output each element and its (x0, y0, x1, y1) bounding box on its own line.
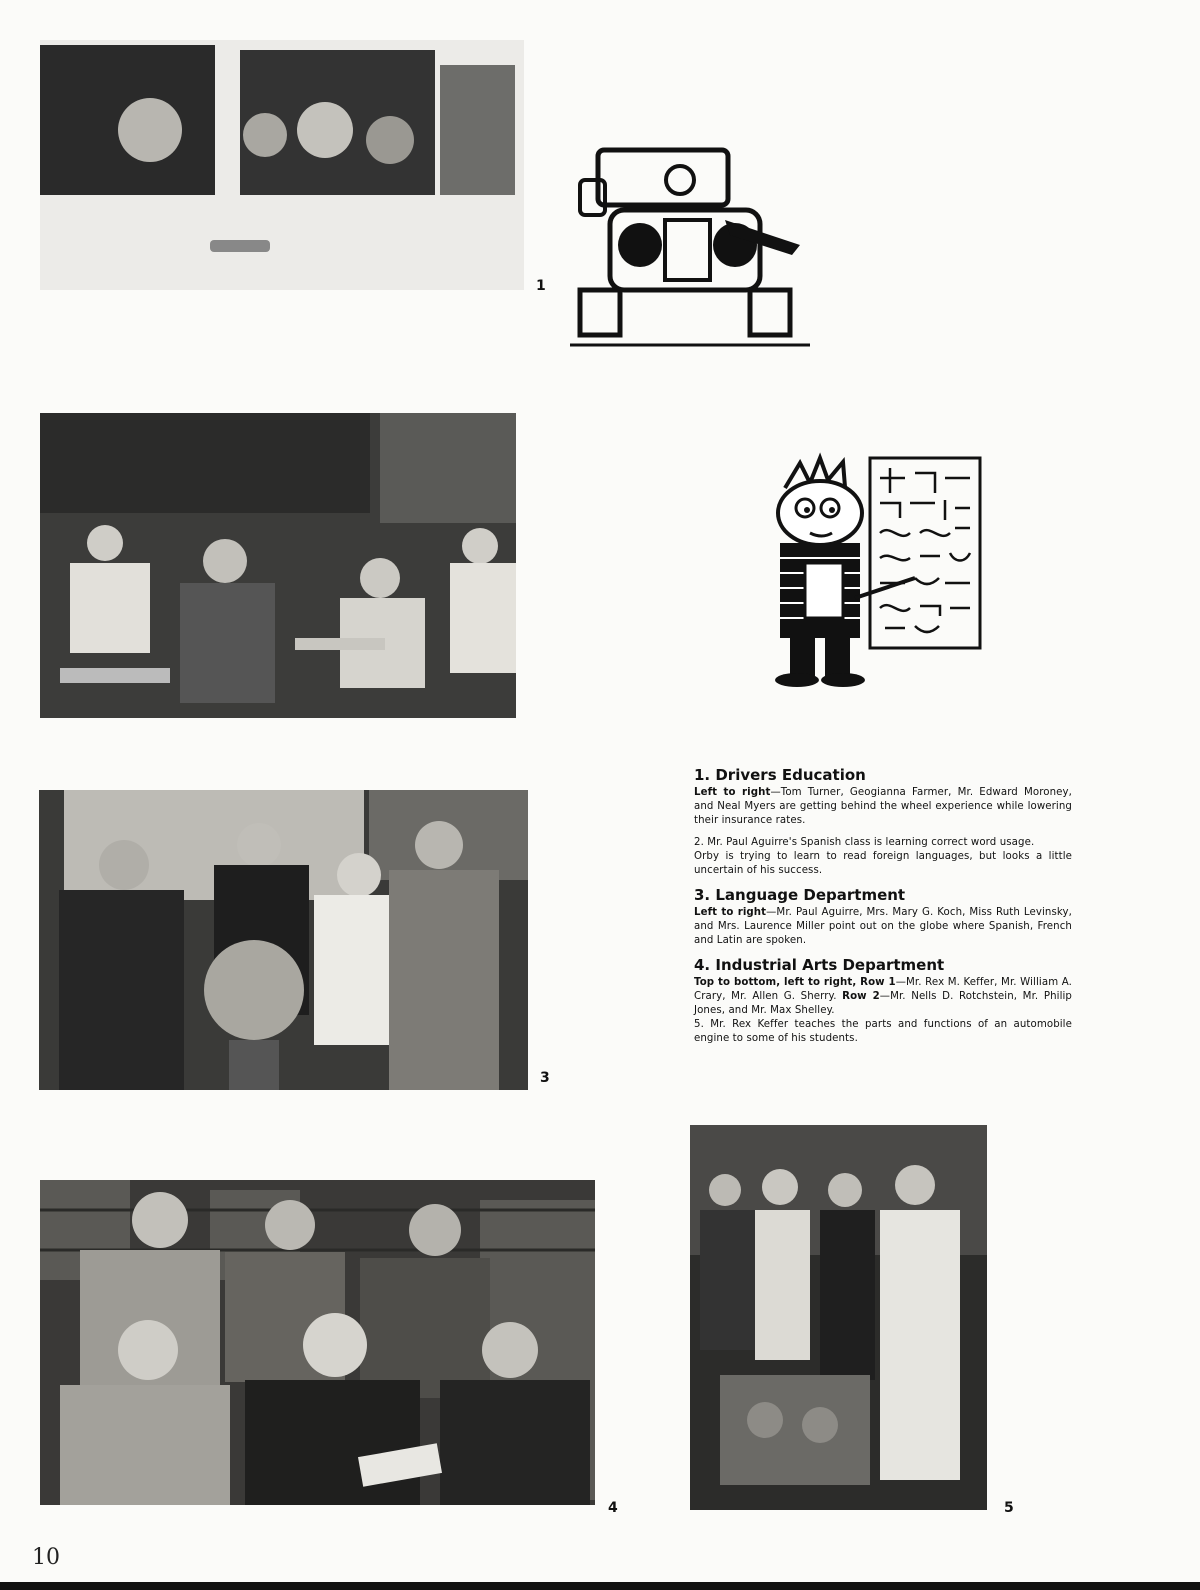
auto-shop-photo (690, 1125, 987, 1510)
photo-number-4: 4 (608, 1500, 618, 1516)
cartoon-orby-language-icon (765, 448, 995, 688)
caption-text-industrial (694, 976, 1072, 1018)
captions-block (694, 766, 1072, 1054)
caption-body-drivers: —Tom Turner, Geogianna Farmer, Mr. Edward Moroney, and Neal Myers are getting behind the wheel experience while lowering their insurance rates. (694, 787, 1072, 826)
caption-heading-language: 3. Language Department (694, 886, 906, 904)
photo-number-5: 5 (1004, 1500, 1014, 1516)
language-department-photo (39, 790, 528, 1090)
caption-body-industrial-row2: —Mr. Nells D. Rotchstein, Mr. Philip Jones, and Mr. Max Shelley. (694, 991, 1072, 1016)
caption-lead-drivers: Left to right (694, 787, 771, 798)
caption-body-language: —Mr. Paul Aguirre, Mrs. Mary G. Koch, Miss Ruth Levinsky, and Mrs. Laurence Miller point out on the globe where Spanish, French and Latin are spoken. (694, 907, 1072, 946)
classroom-illustration (40, 413, 516, 718)
caption-text-spanish: 2. Mr. Paul Aguirre's Spanish class is learning correct word usage. (694, 837, 1035, 848)
caption-text-drivers (694, 786, 1072, 828)
caption-heading-drivers: 1. Drivers Education (694, 766, 866, 784)
photo-number-3: 3 (540, 1070, 550, 1086)
drivers-education-photo (40, 40, 524, 290)
spanish-class-photo (40, 413, 516, 718)
caption-body-industrial-row1: —Mr. Rex M. Keffer, Mr. William A. Crary, Mr. Allen G. Sherry. (694, 977, 1072, 1002)
page-number: 10 (32, 1545, 60, 1570)
caption-lead-language: Left to right (694, 907, 767, 918)
caption-text-language (694, 906, 1072, 948)
caption-heading-industrial: 4. Industrial Arts Department (694, 956, 945, 974)
car-window-illustration (40, 40, 524, 290)
caption-lead-row2: Row 2 (842, 991, 880, 1002)
caption-text-orby: Orby is trying to learn to read foreign languages, but looks a little uncertain of his success. (694, 851, 1072, 876)
bottom-border (0, 1582, 1200, 1590)
globe-group-illustration (39, 790, 528, 1090)
auto-shop-illustration (690, 1125, 987, 1510)
caption-text-auto-shop: 5. Mr. Rex Keffer teaches the parts and functions of an automobile engine to some of his students. (694, 1019, 1072, 1044)
faculty-group-illustration (40, 1180, 595, 1505)
photo-number-1: 1 (536, 278, 546, 294)
industrial-arts-photo (40, 1180, 595, 1505)
cartoon-car-icon (570, 140, 810, 350)
caption-lead-industrial: Top to bottom, left to right, Row 1 (694, 977, 896, 988)
